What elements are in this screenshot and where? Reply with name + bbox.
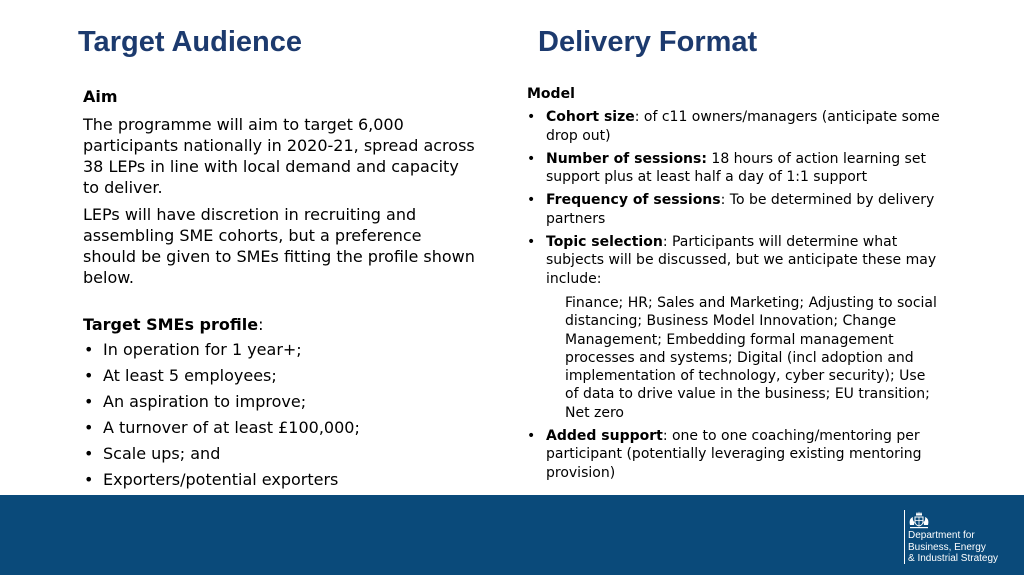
- logo-text: [908, 530, 998, 565]
- list-item: [546, 233, 947, 422]
- item-label: Number of sessions:: [546, 150, 707, 167]
- item-label: Added support: [546, 428, 663, 445]
- topic-list-text: Finance; HR; Sales and Marketing; Adjusting to social distancing; Business Model Innovation; Change Management; Embedding formal management processes and systems; Digital (incl adoption and implementation of technology, cyber security); Use of data to drive value in the business; EU transition; Net zero: [565, 294, 937, 421]
- list-item: • Exporters/potential exporters: [103, 469, 478, 490]
- logo-line: & Industrial Strategy: [908, 553, 999, 564]
- list-item: [546, 427, 947, 482]
- item-text: : one to one coaching/mentoring per participant (potentially leveraging existing mentoring provision): [546, 428, 922, 481]
- target-audience-column: [83, 86, 478, 495]
- list-item: • At least 5 employees;: [103, 365, 478, 386]
- list-item: • Scale ups; and: [103, 443, 478, 464]
- model-label: Model: [527, 86, 575, 102]
- discretion-paragraph: LEPs will have discretion in recruiting and assembling SME cohorts, but a preference should be given to SMEs fitting the profile shown below.: [83, 205, 475, 287]
- beis-logo: [904, 510, 1014, 566]
- target-audience-heading: Target Audience: [78, 26, 302, 58]
- aim-label: Aim: [83, 87, 118, 106]
- logo-line: Department for: [908, 530, 975, 541]
- royal-crest-icon: [908, 510, 930, 530]
- footer-band: [0, 495, 1024, 575]
- item-label: Cohort size: [546, 109, 635, 126]
- item-text: 18 hours of action learning set support plus at least half a day of 1:1 support: [546, 150, 926, 186]
- list-item: [546, 150, 947, 187]
- list-item: • In operation for 1 year+;: [103, 339, 478, 360]
- aim-paragraph: The programme will aim to target 6,000 participants nationally in 2020-21, spread across 38 LEPs in line with local demand and capacity to deliver.: [83, 115, 475, 197]
- logo-divider: [904, 510, 905, 564]
- delivery-format-heading: Delivery Format: [538, 26, 758, 58]
- item-label: Frequency of sessions: [546, 192, 721, 209]
- sme-profile-title: [83, 314, 478, 335]
- sme-profile-list: [103, 339, 478, 490]
- logo-line: Business, Energy: [908, 541, 986, 553]
- list-item: • A turnover of at least £100,000;: [103, 417, 478, 438]
- item-text: : To be determined by delivery partners: [546, 192, 935, 227]
- sme-profile-colon: :: [258, 315, 264, 334]
- delivery-format-list: [546, 108, 947, 482]
- list-item: • An aspiration to improve;: [103, 391, 478, 412]
- list-item: [546, 108, 947, 145]
- item-text: : Participants will determine what subjects will be discussed, but we anticipate these may include:: [546, 234, 937, 287]
- item-text: : of c11 owners/managers (anticipate some drop out): [546, 109, 940, 144]
- item-label: Topic selection: [546, 234, 663, 251]
- delivery-format-column: [527, 85, 947, 487]
- sme-profile-title-text: Target SMEs profile: [83, 315, 259, 334]
- list-item: [546, 191, 947, 228]
